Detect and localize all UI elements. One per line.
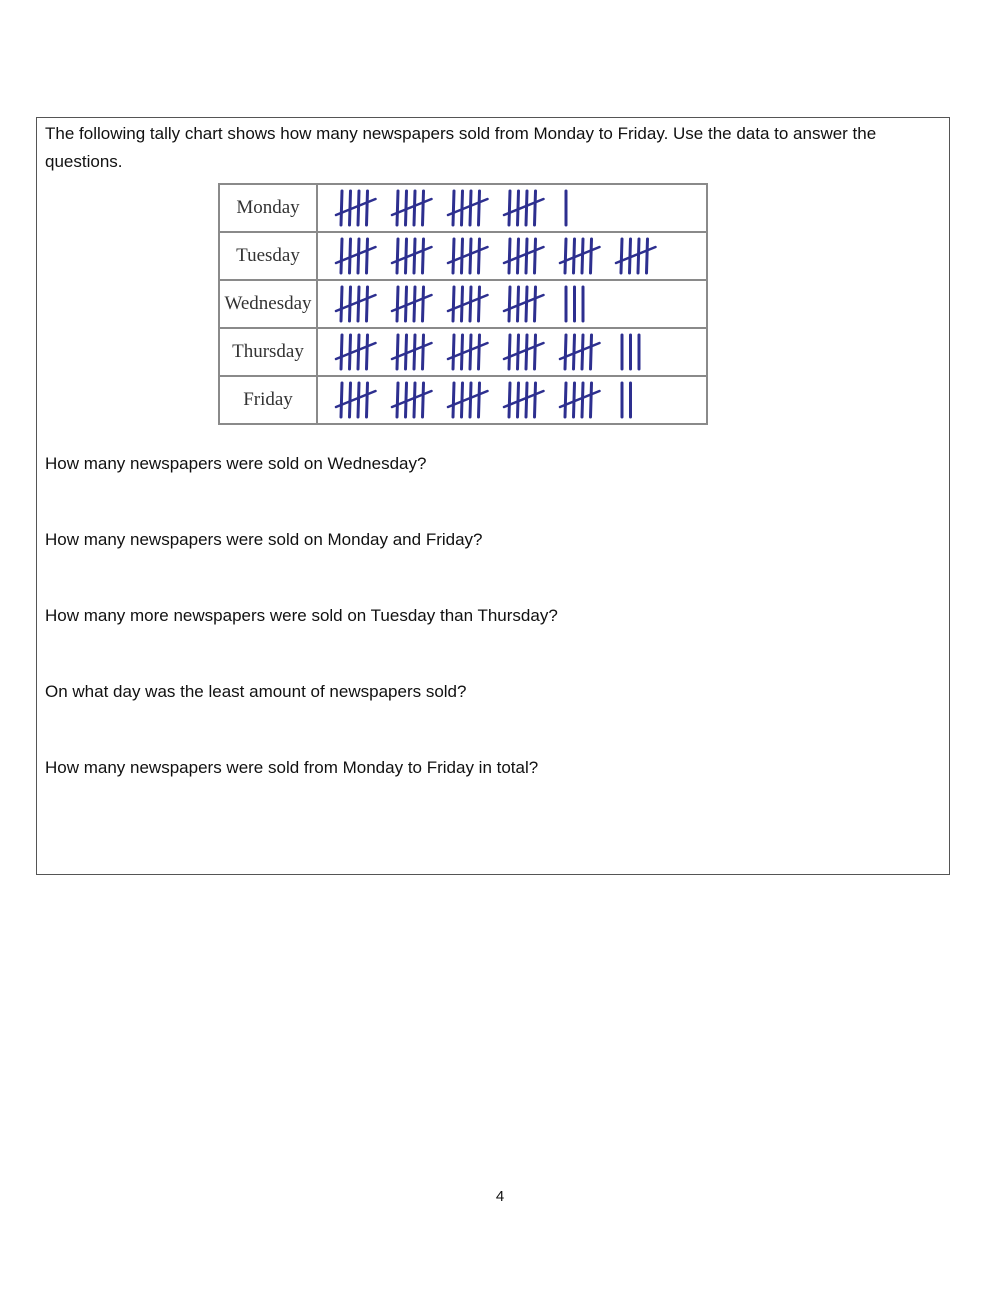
- tally-group-of-five: [504, 191, 544, 225]
- tally-stroke: [526, 335, 527, 369]
- tally-group-of-five: [560, 239, 600, 273]
- tally-stroke: [358, 191, 359, 225]
- page-number: 4: [495, 1188, 505, 1205]
- tally-stroke: [414, 287, 415, 321]
- tally-stroke: [479, 191, 480, 225]
- tally-stroke: [526, 287, 527, 321]
- tally-stroke: [582, 335, 583, 369]
- tally-stroke: [414, 383, 415, 417]
- tally-stroke: [470, 335, 471, 369]
- tally-marks-cell: [317, 232, 707, 280]
- worksheet-box: [36, 117, 950, 875]
- tally-stroke: [341, 191, 342, 225]
- tally-group-of-five: [448, 239, 488, 273]
- tally-group-of-five: [504, 287, 544, 321]
- tally-stroke: [565, 383, 566, 417]
- tally-group-of-five: [392, 239, 432, 273]
- tally-day-label: Monday: [219, 184, 317, 232]
- tally-stroke: [397, 287, 398, 321]
- tally-stroke: [479, 239, 480, 273]
- tally-stroke: [453, 191, 454, 225]
- tally-stroke: [358, 287, 359, 321]
- tally-stroke: [397, 191, 398, 225]
- tally-stroke: [526, 191, 527, 225]
- tally-stroke: [341, 383, 342, 417]
- tally-stroke: [479, 287, 480, 321]
- tally-group-of-five: [392, 191, 432, 225]
- tally-stroke: [367, 383, 368, 417]
- tally-stroke: [341, 335, 342, 369]
- intro-text: The following tally chart shows how many newspapers sold from Monday to Friday. Use the data to answer the questions.: [45, 124, 877, 171]
- tally-stroke: [470, 383, 471, 417]
- tally-stroke: [470, 239, 471, 273]
- tally-group-of-five: [560, 383, 600, 417]
- tally-stroke: [423, 287, 424, 321]
- tally-group-of-five: [448, 191, 488, 225]
- question-3: How many more newspapers were sold on Tuesday than Thursday?: [45, 606, 558, 625]
- tally-marks-cell: [317, 328, 707, 376]
- tally-stroke: [423, 383, 424, 417]
- tally-stroke: [638, 239, 639, 273]
- tally-stroke: [367, 335, 368, 369]
- tally-group-of-five: [616, 239, 656, 273]
- tally-stroke: [479, 383, 480, 417]
- tally-stroke: [535, 239, 536, 273]
- tally-stroke: [453, 335, 454, 369]
- tally-group-of-five: [336, 239, 376, 273]
- tally-stroke: [526, 383, 527, 417]
- question-4: On what day was the least amount of newspapers sold?: [45, 682, 467, 701]
- tally-stroke: [358, 335, 359, 369]
- tally-day-label: Tuesday: [219, 232, 317, 280]
- tally-stroke: [509, 191, 510, 225]
- tally-stroke: [535, 383, 536, 417]
- tally-group-of-five: [504, 383, 544, 417]
- tally-group-of-five: [336, 335, 376, 369]
- tally-stroke: [414, 335, 415, 369]
- tally-group-of-five: [504, 239, 544, 273]
- tally-day-label: Friday: [219, 376, 317, 424]
- tally-stroke: [470, 287, 471, 321]
- tally-group-of-five: [448, 287, 488, 321]
- tally-row-thursday: [219, 328, 707, 376]
- tally-stroke: [470, 191, 471, 225]
- tally-stroke: [509, 335, 510, 369]
- tally-group-of-five: [336, 383, 376, 417]
- tally-group-of-five: [392, 335, 432, 369]
- tally-stroke: [479, 335, 480, 369]
- tally-marks-cell: [317, 184, 707, 232]
- tally-stroke: [341, 239, 342, 273]
- question-2: How many newspapers were sold on Monday and Friday?: [45, 530, 483, 549]
- tally-stroke: [582, 239, 583, 273]
- tally-marks-monday: [318, 185, 706, 231]
- tally-stroke: [526, 239, 527, 273]
- tally-stroke: [509, 383, 510, 417]
- tally-stroke: [414, 191, 415, 225]
- tally-stroke: [453, 287, 454, 321]
- tally-stroke: [367, 191, 368, 225]
- tally-row-wednesday: [219, 280, 707, 328]
- tally-stroke: [535, 287, 536, 321]
- tally-stroke: [397, 383, 398, 417]
- tally-stroke: [591, 335, 592, 369]
- tally-row-monday: [219, 184, 707, 232]
- tally-group-of-five: [392, 287, 432, 321]
- tally-stroke: [453, 383, 454, 417]
- tally-marks-cell: [317, 376, 707, 424]
- tally-stroke: [535, 335, 536, 369]
- tally-marks-tuesday: [318, 233, 706, 279]
- tally-day-label: Thursday: [219, 328, 317, 376]
- tally-group-of-five: [336, 191, 376, 225]
- tally-row-friday: [219, 376, 707, 424]
- tally-stroke: [565, 335, 566, 369]
- tally-stroke: [397, 335, 398, 369]
- tally-stroke: [358, 239, 359, 273]
- tally-group-of-five: [448, 383, 488, 417]
- question-1: How many newspapers were sold on Wednesday?: [45, 454, 427, 473]
- tally-marks-friday: [318, 377, 706, 423]
- tally-row-tuesday: [219, 232, 707, 280]
- tally-stroke: [423, 239, 424, 273]
- tally-stroke: [582, 383, 583, 417]
- tally-stroke: [423, 335, 424, 369]
- tally-group-of-five: [392, 383, 432, 417]
- tally-stroke: [565, 239, 566, 273]
- tally-stroke: [509, 239, 510, 273]
- tally-group-of-five: [504, 335, 544, 369]
- tally-marks-thursday: [318, 329, 706, 375]
- tally-stroke: [509, 287, 510, 321]
- tally-marks-cell: [317, 280, 707, 328]
- tally-stroke: [591, 383, 592, 417]
- tally-stroke: [414, 239, 415, 273]
- tally-chart: [218, 183, 708, 425]
- tally-stroke: [591, 239, 592, 273]
- tally-stroke: [341, 287, 342, 321]
- tally-stroke: [367, 287, 368, 321]
- tally-group-of-five: [560, 335, 600, 369]
- tally-stroke: [453, 239, 454, 273]
- tally-day-label: Wednesday: [219, 280, 317, 328]
- tally-group-of-five: [336, 287, 376, 321]
- tally-stroke: [423, 191, 424, 225]
- question-5: How many newspapers were sold from Monday to Friday in total?: [45, 758, 539, 777]
- tally-stroke: [621, 239, 622, 273]
- tally-stroke: [535, 191, 536, 225]
- tally-stroke: [397, 239, 398, 273]
- tally-stroke: [367, 239, 368, 273]
- tally-stroke: [358, 383, 359, 417]
- tally-marks-wednesday: [318, 281, 706, 327]
- tally-group-of-five: [448, 335, 488, 369]
- tally-stroke: [647, 239, 648, 273]
